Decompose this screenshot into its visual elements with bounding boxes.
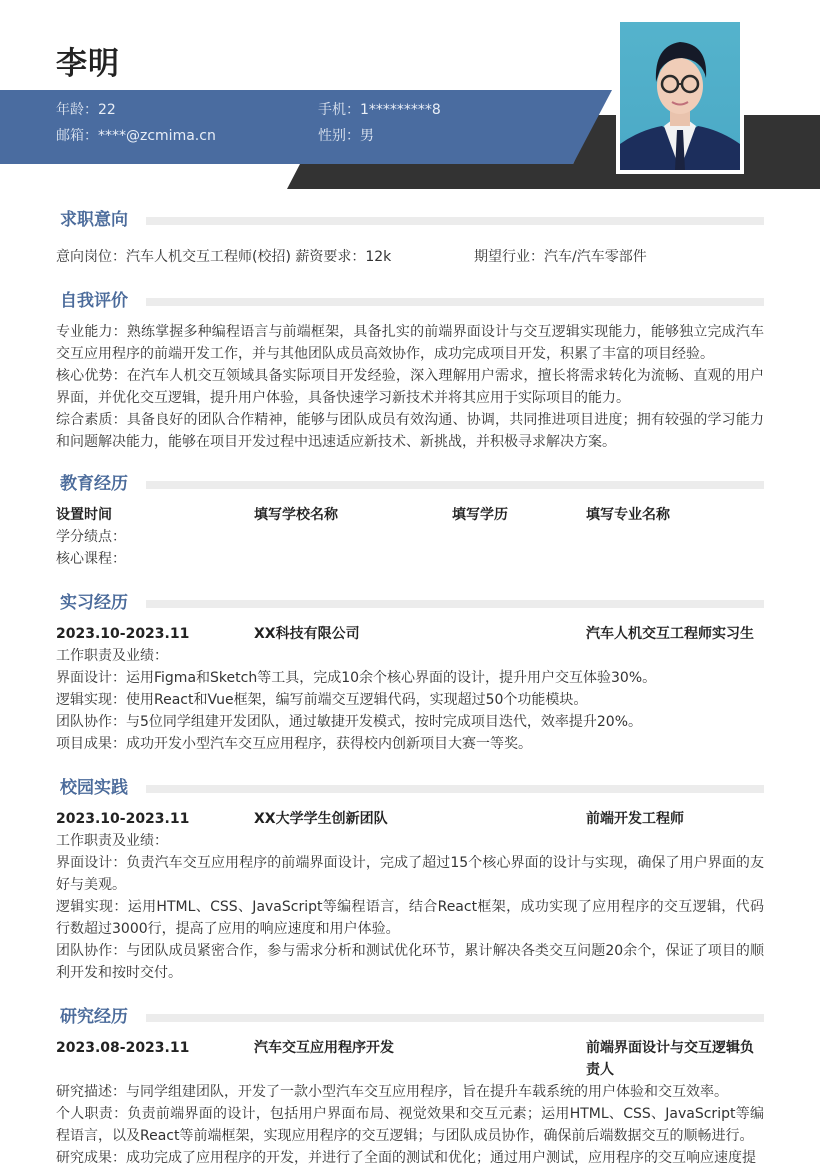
internship-company: XX科技有限公司 <box>254 626 360 642</box>
email-field <box>56 123 216 149</box>
intent-industry: 期望行业：汽车/汽车零部件 <box>474 249 647 265</box>
age-value: 22 <box>98 102 116 118</box>
section-title: 研究经历 <box>56 1002 132 1032</box>
campus-item: 界面设计：负责汽车交互应用程序的前端界面设计，完成了超过15个核心界面的设计与实现，确保了用户界面的友好与美观。 <box>56 855 764 893</box>
section-divider-bar <box>146 785 764 793</box>
portrait-illustration <box>620 22 740 170</box>
section-title: 自我评价 <box>56 286 132 316</box>
section-campus-practice <box>56 773 764 984</box>
resume-header <box>0 0 820 200</box>
research-project: 汽车交互应用程序开发 <box>254 1040 394 1056</box>
phone-field <box>318 97 441 123</box>
phone-value: 1*********8 <box>360 102 441 118</box>
research-time: 2023.08-2023.11 <box>56 1040 190 1056</box>
section-title: 教育经历 <box>56 469 132 499</box>
section-education <box>56 469 764 570</box>
section-header <box>56 773 764 803</box>
research-item: 个人职责：负责前端界面的设计，包括用户界面布局、视觉效果和交互元素；运用HTML、CSS、JavaScript等编程语言，以及React等前端框架，实现应用程序的交互逻辑；与团队成员协作，确保前后端数据交互的顺畅进行。 <box>56 1106 764 1144</box>
campus-subtitle: 工作职责及业绩： <box>56 833 168 849</box>
profile-photo <box>616 18 744 174</box>
section-title: 求职意向 <box>56 205 132 235</box>
campus-role: 前端开发工程师 <box>586 811 684 827</box>
section-divider-bar <box>146 298 764 306</box>
section-header <box>56 1002 764 1032</box>
education-gpa: 学分绩点： <box>56 529 126 545</box>
campus-time: 2023.10-2023.11 <box>56 811 190 827</box>
section-divider-bar <box>146 1014 764 1022</box>
gender-field <box>318 123 374 149</box>
age-field <box>56 97 116 123</box>
education-major: 填写专业名称 <box>586 507 670 523</box>
internship-item: 界面设计：运用Figma和Sketch等工具，完成10余个核心界面的设计，提升用户交互体验30%。 <box>56 670 657 686</box>
email-label: 邮箱： <box>56 128 98 144</box>
research-item: 研究描述：与同学组建团队，开发了一款小型汽车交互应用程序，旨在提升车载系统的用户体验和交互效率。 <box>56 1084 728 1100</box>
internship-row <box>56 623 764 645</box>
campus-item: 团队协作：与团队成员紧密合作，参与需求分析和测试优化环节，累计解决各类交互问题20余个，保证了项目的顺利开发和按时交付。 <box>56 943 764 981</box>
internship-role: 汽车人机交互工程师实习生 <box>586 626 754 642</box>
email-value: ****@zcmima.cn <box>98 128 216 144</box>
candidate-name: 李明 <box>56 46 120 82</box>
intent-row <box>56 246 764 268</box>
section-divider-bar <box>146 600 764 608</box>
internship-item: 团队协作：与5位同学组建开发团队，通过敏捷开发模式，按时完成项目迭代，效率提升20%。 <box>56 714 643 730</box>
internship-item: 逻辑实现：使用React和Vue框架，编写前端交互逻辑代码，实现超过50个功能模块。 <box>56 692 588 708</box>
gender-label: 性别： <box>318 128 360 144</box>
self-eval-paragraph: 核心优势：在汽车人机交互领域具备实际项目开发经验，深入理解用户需求，擅长将需求转化为流畅、直观的用户界面，并优化交互逻辑，提升用户体验，具备快速学习新技术并将其应用于实际项目的能力。 <box>56 368 764 406</box>
phone-label: 手机： <box>318 102 360 118</box>
section-header <box>56 205 764 235</box>
education-courses: 核心课程： <box>56 551 126 567</box>
portrait-image <box>620 22 740 170</box>
self-eval-paragraph: 专业能力：熟练掌握多种编程语言与前端框架，具备扎实的前端界面设计与交互逻辑实现能力，能够独立完成汽车交互应用程序的前端开发工作，并与其他团队成员高效协作，成功完成项目开发，积累了丰富的项目经验。 <box>56 324 764 362</box>
section-title: 校园实践 <box>56 773 132 803</box>
campus-row <box>56 808 764 830</box>
section-internship <box>56 588 764 755</box>
research-role: 前端界面设计与交互逻辑负责人 <box>586 1040 754 1078</box>
section-divider-bar <box>146 217 764 225</box>
internship-subtitle: 工作职责及业绩： <box>56 648 168 664</box>
section-title: 实习经历 <box>56 588 132 618</box>
section-self-evaluation <box>56 286 764 453</box>
section-header <box>56 286 764 316</box>
self-eval-paragraph: 综合素质：具备良好的团队合作精神，能够与团队成员有效沟通、协调，共同推进项目进度；拥有较强的学习能力和问题解决能力，能够在项目开发过程中迅速适应新技术、新挑战，并积极寻求解决方案。 <box>56 412 764 450</box>
section-header <box>56 588 764 618</box>
section-divider-bar <box>146 481 764 489</box>
campus-item: 逻辑实现：运用HTML、CSS、JavaScript等编程语言，结合React框架，成功实现了应用程序的交互逻辑，代码行数超过3000行，提高了应用的响应速度和用户体验。 <box>56 899 764 937</box>
section-research <box>56 1002 764 1169</box>
education-row <box>56 504 764 526</box>
internship-item: 项目成果：成功开发小型汽车交互应用程序，获得校内创新项目大赛一等奖。 <box>56 736 532 752</box>
research-row <box>56 1037 764 1081</box>
research-item: 研究成果：成功完成了应用程序的开发，并进行了全面的测试和优化；通过用户测试，应用程序的交互响应速度提 <box>56 1150 756 1166</box>
internship-time: 2023.10-2023.11 <box>56 626 190 642</box>
education-degree: 填写学历 <box>452 507 508 523</box>
gender-value: 男 <box>360 128 374 144</box>
campus-org: XX大学学生创新团队 <box>254 811 388 827</box>
intent-position: 意向岗位：汽车人机交互工程师(校招) 薪资要求：12k <box>56 249 392 265</box>
education-school: 填写学校名称 <box>254 507 338 523</box>
age-label: 年龄： <box>56 102 98 118</box>
section-header <box>56 469 764 499</box>
education-time: 设置时间 <box>56 507 112 523</box>
section-job-intent <box>56 205 764 268</box>
